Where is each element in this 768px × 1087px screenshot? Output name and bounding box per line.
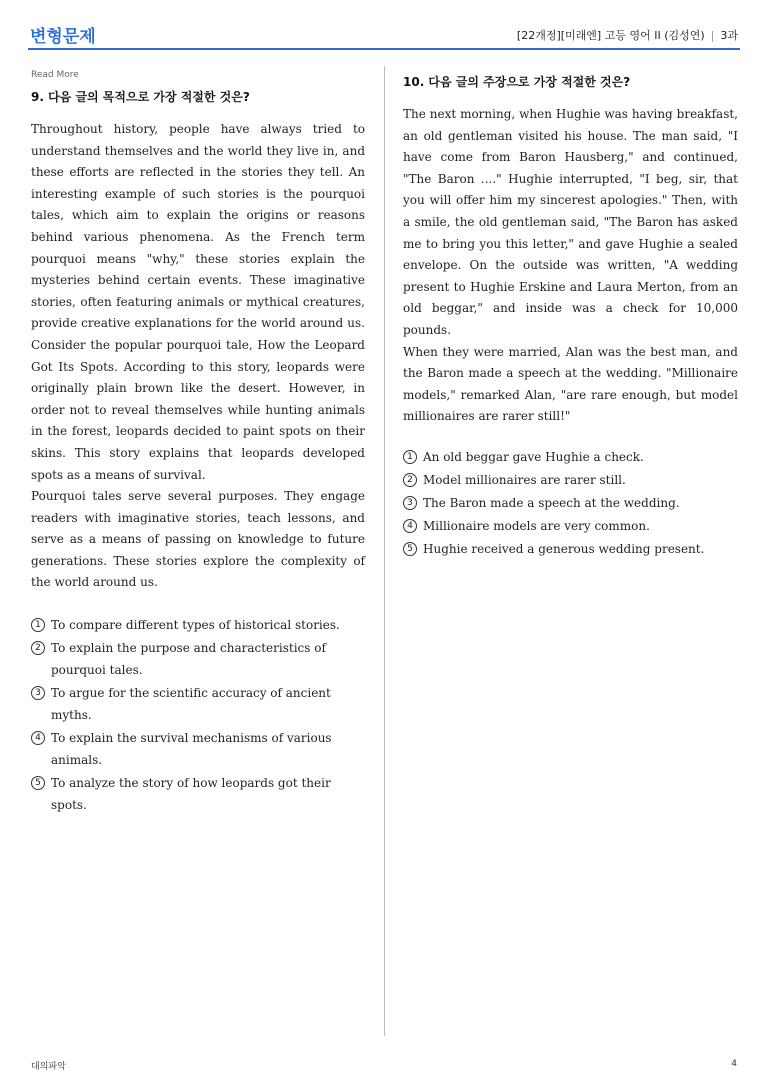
option-text: Model millionaires are rarer still.: [423, 472, 626, 487]
answer-option[interactable]: [31, 637, 365, 681]
passage-paragraph: When they were married, Alan was the best man, and the Baron made a speech at the wedding. "Millionaire models," remarked Alan, "are rare enough, but model millionaires are rarer still!": [403, 344, 738, 424]
answer-option[interactable]: [31, 772, 365, 816]
header-info: [517, 27, 738, 43]
option-number: 5: [31, 776, 45, 790]
answer-option[interactable]: [403, 515, 738, 537]
question-9: [31, 70, 365, 817]
footer-brand: 대의파악: [31, 1062, 66, 1072]
option-number: 4: [403, 519, 417, 533]
page-number: 4: [731, 1059, 737, 1069]
header-separator: |: [710, 29, 715, 42]
answer-option[interactable]: [31, 727, 365, 771]
passage-paragraph: The next morning, when Hughie was having breakfast, an old gentleman visited his house. The man said, "I have come from Baron Hausberg," and continued, "The Baron ...." Hughie interrupted, "I beg, sir, that you will offer him my sincerest apologies." Then, with a smile, the old gentleman said, "The Baron has asked me to bring you this letter," and gave Hughie a sealed envelope. On the outside was written, "A wedding present to Hughie Erskine and Laura Merton, from an old beggar," and inside was a check for 10,000 pounds.: [403, 107, 738, 337]
option-number: 2: [403, 473, 417, 487]
answer-option[interactable]: [403, 538, 738, 560]
option-text: Hughie received a generous wedding present.: [423, 541, 705, 556]
question-10-options: [403, 446, 738, 560]
option-text: Millionaire models are very common.: [423, 518, 650, 533]
answer-option[interactable]: [31, 682, 365, 726]
question-10-passage: [403, 104, 738, 428]
read-more-label: Read More: [31, 70, 79, 80]
question-10-title: 10. 다음 글의 주장으로 가장 적절한 것은?: [403, 75, 631, 89]
answer-option[interactable]: [403, 469, 738, 491]
option-number: 1: [31, 618, 45, 632]
option-number: 4: [31, 731, 45, 745]
question-9-options: [31, 614, 365, 816]
answer-option[interactable]: [403, 492, 738, 514]
option-number: 3: [403, 496, 417, 510]
option-text: An old beggar gave Hughie a check.: [423, 449, 644, 464]
answer-option[interactable]: [31, 614, 365, 636]
header-title: 변형문제: [30, 27, 96, 47]
option-number: 1: [403, 450, 417, 464]
answer-option[interactable]: [403, 446, 738, 468]
option-text: To argue for the scientific accuracy of ancient myths.: [51, 686, 331, 723]
page-header: [28, 18, 740, 50]
question-9-title: 9. 다음 글의 목적으로 가장 적절한 것은?: [31, 90, 250, 104]
header-chapter: 3과: [720, 29, 738, 42]
option-number: 2: [31, 641, 45, 655]
question-10: [403, 70, 738, 561]
column-divider: [384, 66, 385, 1036]
option-text: The Baron made a speech at the wedding.: [423, 495, 680, 510]
header-subtitle: [22개정][미래엔] 고등 영어 II (김성연): [516, 29, 705, 42]
option-text: To explain the purpose and characteristics of pourquoi tales.: [51, 641, 326, 678]
option-text: To explain the survival mechanisms of various animals.: [51, 731, 332, 768]
option-number: 3: [31, 686, 45, 700]
option-number: 5: [403, 542, 417, 556]
option-text: To compare different types of historical stories.: [51, 618, 340, 633]
passage-paragraph: Pourquoi tales serve several purposes. They engage readers with imaginative stories, teach lessons, and serve as a means of passing on knowledge to future generations. These stories explore the complexity of the world around us.: [31, 489, 365, 590]
passage-paragraph: Throughout history, people have always tried to understand themselves and the world they live in, and these efforts are reflected in the stories they tell. An interesting example of such stories is the pourquoi tales, which aim to explain the origins or reasons behind various phenomena. As the French term pourquoi means "why," these stories explain the mysteries behind certain events. These imaginative stories, often featuring animals or mythical creatures, provide creative explanations for the world around us. Consider the popular pourquoi tale, How the Leopard Got Its Spots. According to this story, leopards were originally plain brown like the desert. However, in order not to reveal themselves while hunting animals in the forest, leopards decided to paint spots on their skins. This story explains that leopards developed spots as a means of survival.: [31, 122, 365, 482]
option-text: To analyze the story of how leopards got their spots.: [51, 776, 331, 813]
question-9-passage: [31, 119, 365, 594]
